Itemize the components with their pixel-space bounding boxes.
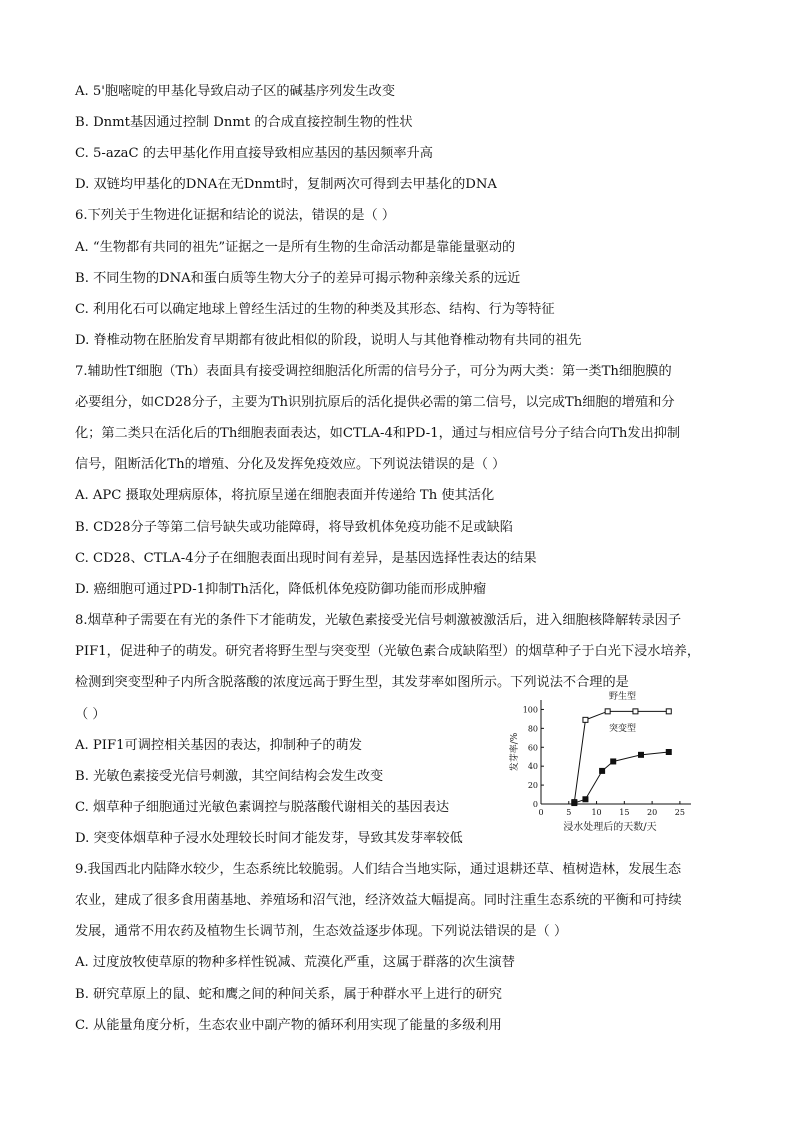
text-line: 必要组分，如CD28分子，主要为Th识别抗原后的活化提供必需的第二信号，以完成Th细胞的增殖和分: [75, 395, 675, 410]
text-line: C. 烟草种子细胞通过光敏色素调控与脱落酸代谢相关的基因表达: [75, 800, 450, 815]
data-point: [605, 709, 610, 714]
text-line: B. 光敏色素接受光信号刺激，其空间结构会发生改变: [75, 769, 384, 784]
text-line: B. 研究草原上的鼠、蛇和鹰之间的种间关系，属于种群水平上进行的研究: [75, 987, 502, 1002]
data-point: [633, 709, 638, 714]
text-line: 检测到突变型种子内所含脱落酸的浓度远高于野生型，其发芽率如图所示。下列说法不合理的是: [75, 675, 629, 690]
data-point: [572, 801, 577, 806]
x-tick-label: 25: [674, 808, 685, 817]
text-line: C. 利用化石可以确定地球上曾经生活过的生物的种类及其形态、结构、行为等特征: [75, 302, 555, 317]
text-line: PIF1，促进种子的萌发。研究者将野生型与突变型（光敏色素合成缺陷型）的烟草种子于白光下浸水培养，: [75, 644, 701, 659]
y-tick-label: 40: [527, 762, 538, 772]
text-line: D. 脊椎动物在胚胎发育早期都有彼此相似的阶段，说明人与其他脊椎动物有共同的祖先: [75, 333, 582, 348]
text-line: 7.辅助性T细胞（Th）表面具有接受调控细胞活化所需的信号分子，可分为两大类：第一类Th细胞膜的: [75, 364, 672, 379]
x-tick-label: 20: [647, 808, 658, 817]
text-line: C. 5-azaC 的去甲基化作用直接导致相应基因的基因频率升高: [75, 146, 433, 161]
text-line: 信号，阻断活化Th的增殖、分化及发挥免疫效应。下列说法错误的是（ ）: [75, 457, 506, 472]
data-point: [583, 797, 588, 802]
text-line: B. CD28分子等第二信号缺失或功能障碍，将导致机体免疫功能不足或缺陷: [75, 520, 513, 535]
chart-svg: [505, 690, 705, 840]
data-point: [600, 768, 605, 773]
text-line: D. 突变体烟草种子浸水处理较长时间才能发芽，导致其发芽率较低: [75, 831, 463, 846]
text-line: 发展，通常不用农药及植物生长调节剂，生态效益逐步体现。下列说法错误的是（ ）: [75, 924, 568, 939]
series-label: 突变型: [609, 724, 637, 734]
y-tick-label: 0: [532, 800, 538, 809]
text-line: 化；第二类只在活化后的Th细胞表面表达，如CTLA-4和PD-1，通过与相应信号分子结合向Th发出抑制: [75, 426, 681, 441]
y-tick-label: 80: [527, 724, 538, 734]
text-line: （ ）: [75, 707, 106, 722]
y-tick-label: 20: [527, 781, 538, 791]
data-point: [639, 752, 644, 757]
text-line: C. 从能量角度分析，生态农业中副产物的循环利用实现了能量的多级利用: [75, 1018, 502, 1033]
y-tick-label: 60: [527, 743, 538, 753]
text-line: B. Dnmt基因通过控制 Dnmt 的合成直接控制生物的性状: [75, 115, 413, 130]
data-point: [666, 750, 671, 755]
x-axis-label: 浸水处理后的天数/天: [563, 822, 657, 833]
data-point: [666, 709, 671, 714]
series-label: 野生型: [609, 692, 637, 702]
text-line: 6.下列关于生物进化证据和结论的说法，错误的是（ ）: [75, 208, 396, 223]
y-tick-label: 100: [522, 705, 538, 715]
text-line: D. 癌细胞可通过PD-1抑制Th活化，降低机体免疫防御功能而形成肿瘤: [75, 582, 487, 597]
text-line: A. “生物都有共同的祖先”证据之一是所有生物的生命活动都是靠能量驱动的: [75, 240, 516, 255]
text-line: 9.我国西北内陆降水较少，生态系统比较脆弱。人们结合当地实际，通过退耕还草、植树造林，发展生态: [75, 862, 682, 877]
text-line: A. PIF1可调控相关基因的表达，抑制种子的萌发: [75, 738, 362, 753]
y-axis-label: 发芽率/%: [510, 732, 520, 772]
text-line: B. 不同生物的DNA和蛋白质等生物大分子的差异可揭示物种亲缘关系的远近: [75, 271, 521, 286]
text-line: D. 双链均甲基化的DNA在无Dnmt时，复制两次可得到去甲基化的DNA: [75, 177, 497, 192]
data-point: [611, 759, 616, 764]
text-line: A. 5'胞嘧啶的甲基化导致启动子区的碱基序列发生改变: [75, 84, 396, 99]
text-line: 农业，建成了很多食用菌基地、养殖场和沼气池，经济效益大幅提高。同时注重生态系统的平衡和可持续: [75, 893, 682, 908]
text-line: 8.烟草种子需要在有光的条件下才能萌发，光敏色素接受光信号刺激被激活后，进入细胞核降解转录因子: [75, 613, 682, 628]
x-tick-label: 5: [566, 808, 572, 817]
germination-rate-chart: [505, 690, 705, 840]
text-line: A. APC 摄取处理病原体，将抗原呈递在细胞表面并传递给 Th 使其活化: [75, 488, 495, 503]
data-point: [583, 717, 588, 722]
series-line: [574, 752, 668, 803]
x-tick-label: 10: [591, 808, 602, 817]
text-line: A. 过度放牧使草原的物种多样性锐减、荒漠化严重，这属于群落的次生演替: [75, 955, 515, 970]
x-tick-label: 0: [538, 808, 544, 817]
text-line: C. CD28、CTLA-4分子在细胞表面出现时间有差异，是基因选择性表达的结果: [75, 551, 537, 566]
x-tick-label: 15: [619, 808, 630, 817]
